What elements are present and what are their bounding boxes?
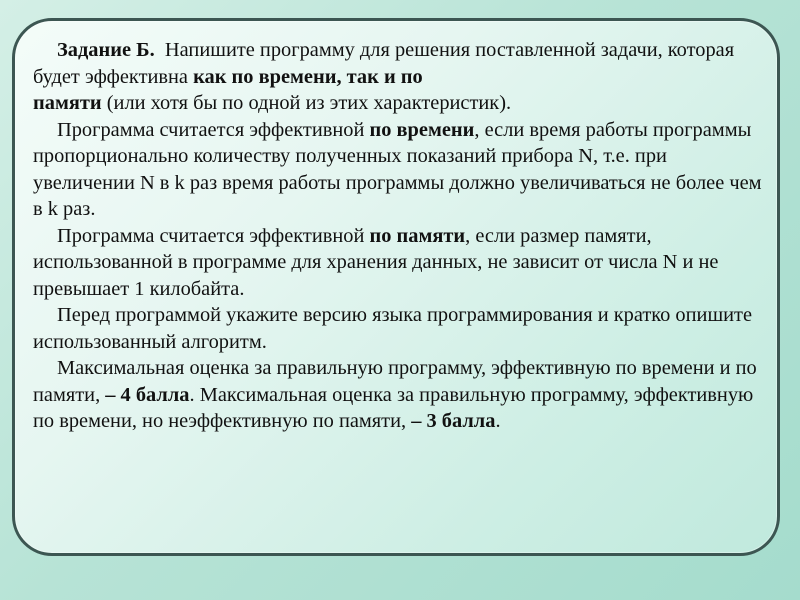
- paragraph-scoring: [33, 355, 763, 435]
- scoring-text-2: . Максимальная оценка за правильную программу, эффективную по времени, но неэффективную по памяти,: [33, 383, 754, 432]
- time-efficiency-text: , если время работы программы пропорционально количеству полученных показаний прибора N, т.е. при увеличении N в k раз время работы программы должно увеличиваться не более чем в k раз.: [33, 118, 762, 220]
- task-text: [33, 37, 763, 435]
- memory-efficiency-lead: Программа считается эффективной: [57, 224, 370, 247]
- intro-text: Напишите программу для решения поставленной задачи, которая будет эффективна: [33, 39, 735, 88]
- scoring-text-1: Максимальная оценка за правильную программу, эффективную по времени и по памяти,: [33, 357, 757, 406]
- language-note-text: Перед программой укажите версию языка программирования и кратко опишите использованный алгоритм.: [33, 304, 753, 353]
- paragraph-language-note: [33, 302, 763, 355]
- scoring-text-3: .: [495, 410, 501, 432]
- paragraph-intro: [33, 37, 763, 117]
- memory-efficiency-text: , если размер памяти, использованной в программе для хранения данных, не зависит от числа N и не превышает 1 килобайта.: [33, 224, 719, 300]
- time-efficiency-bold: по времени: [369, 118, 475, 141]
- memory-efficiency-bold: по памяти: [369, 224, 466, 247]
- paragraph-memory-efficiency: [33, 223, 763, 303]
- time-efficiency-lead: Программа считается эффективной: [57, 118, 370, 141]
- score-3-points: – 3 балла: [411, 410, 496, 432]
- score-4-points: – 4 балла: [105, 383, 190, 406]
- intro-tail: (или хотя бы по одной из этих характеристик).: [101, 92, 512, 114]
- paragraph-time-efficiency: [33, 117, 763, 223]
- intro-bold-memory: памяти: [33, 92, 102, 114]
- task-heading: Задание Б.: [57, 39, 155, 61]
- intro-bold-time-memory: как по времени, так и по: [193, 65, 423, 88]
